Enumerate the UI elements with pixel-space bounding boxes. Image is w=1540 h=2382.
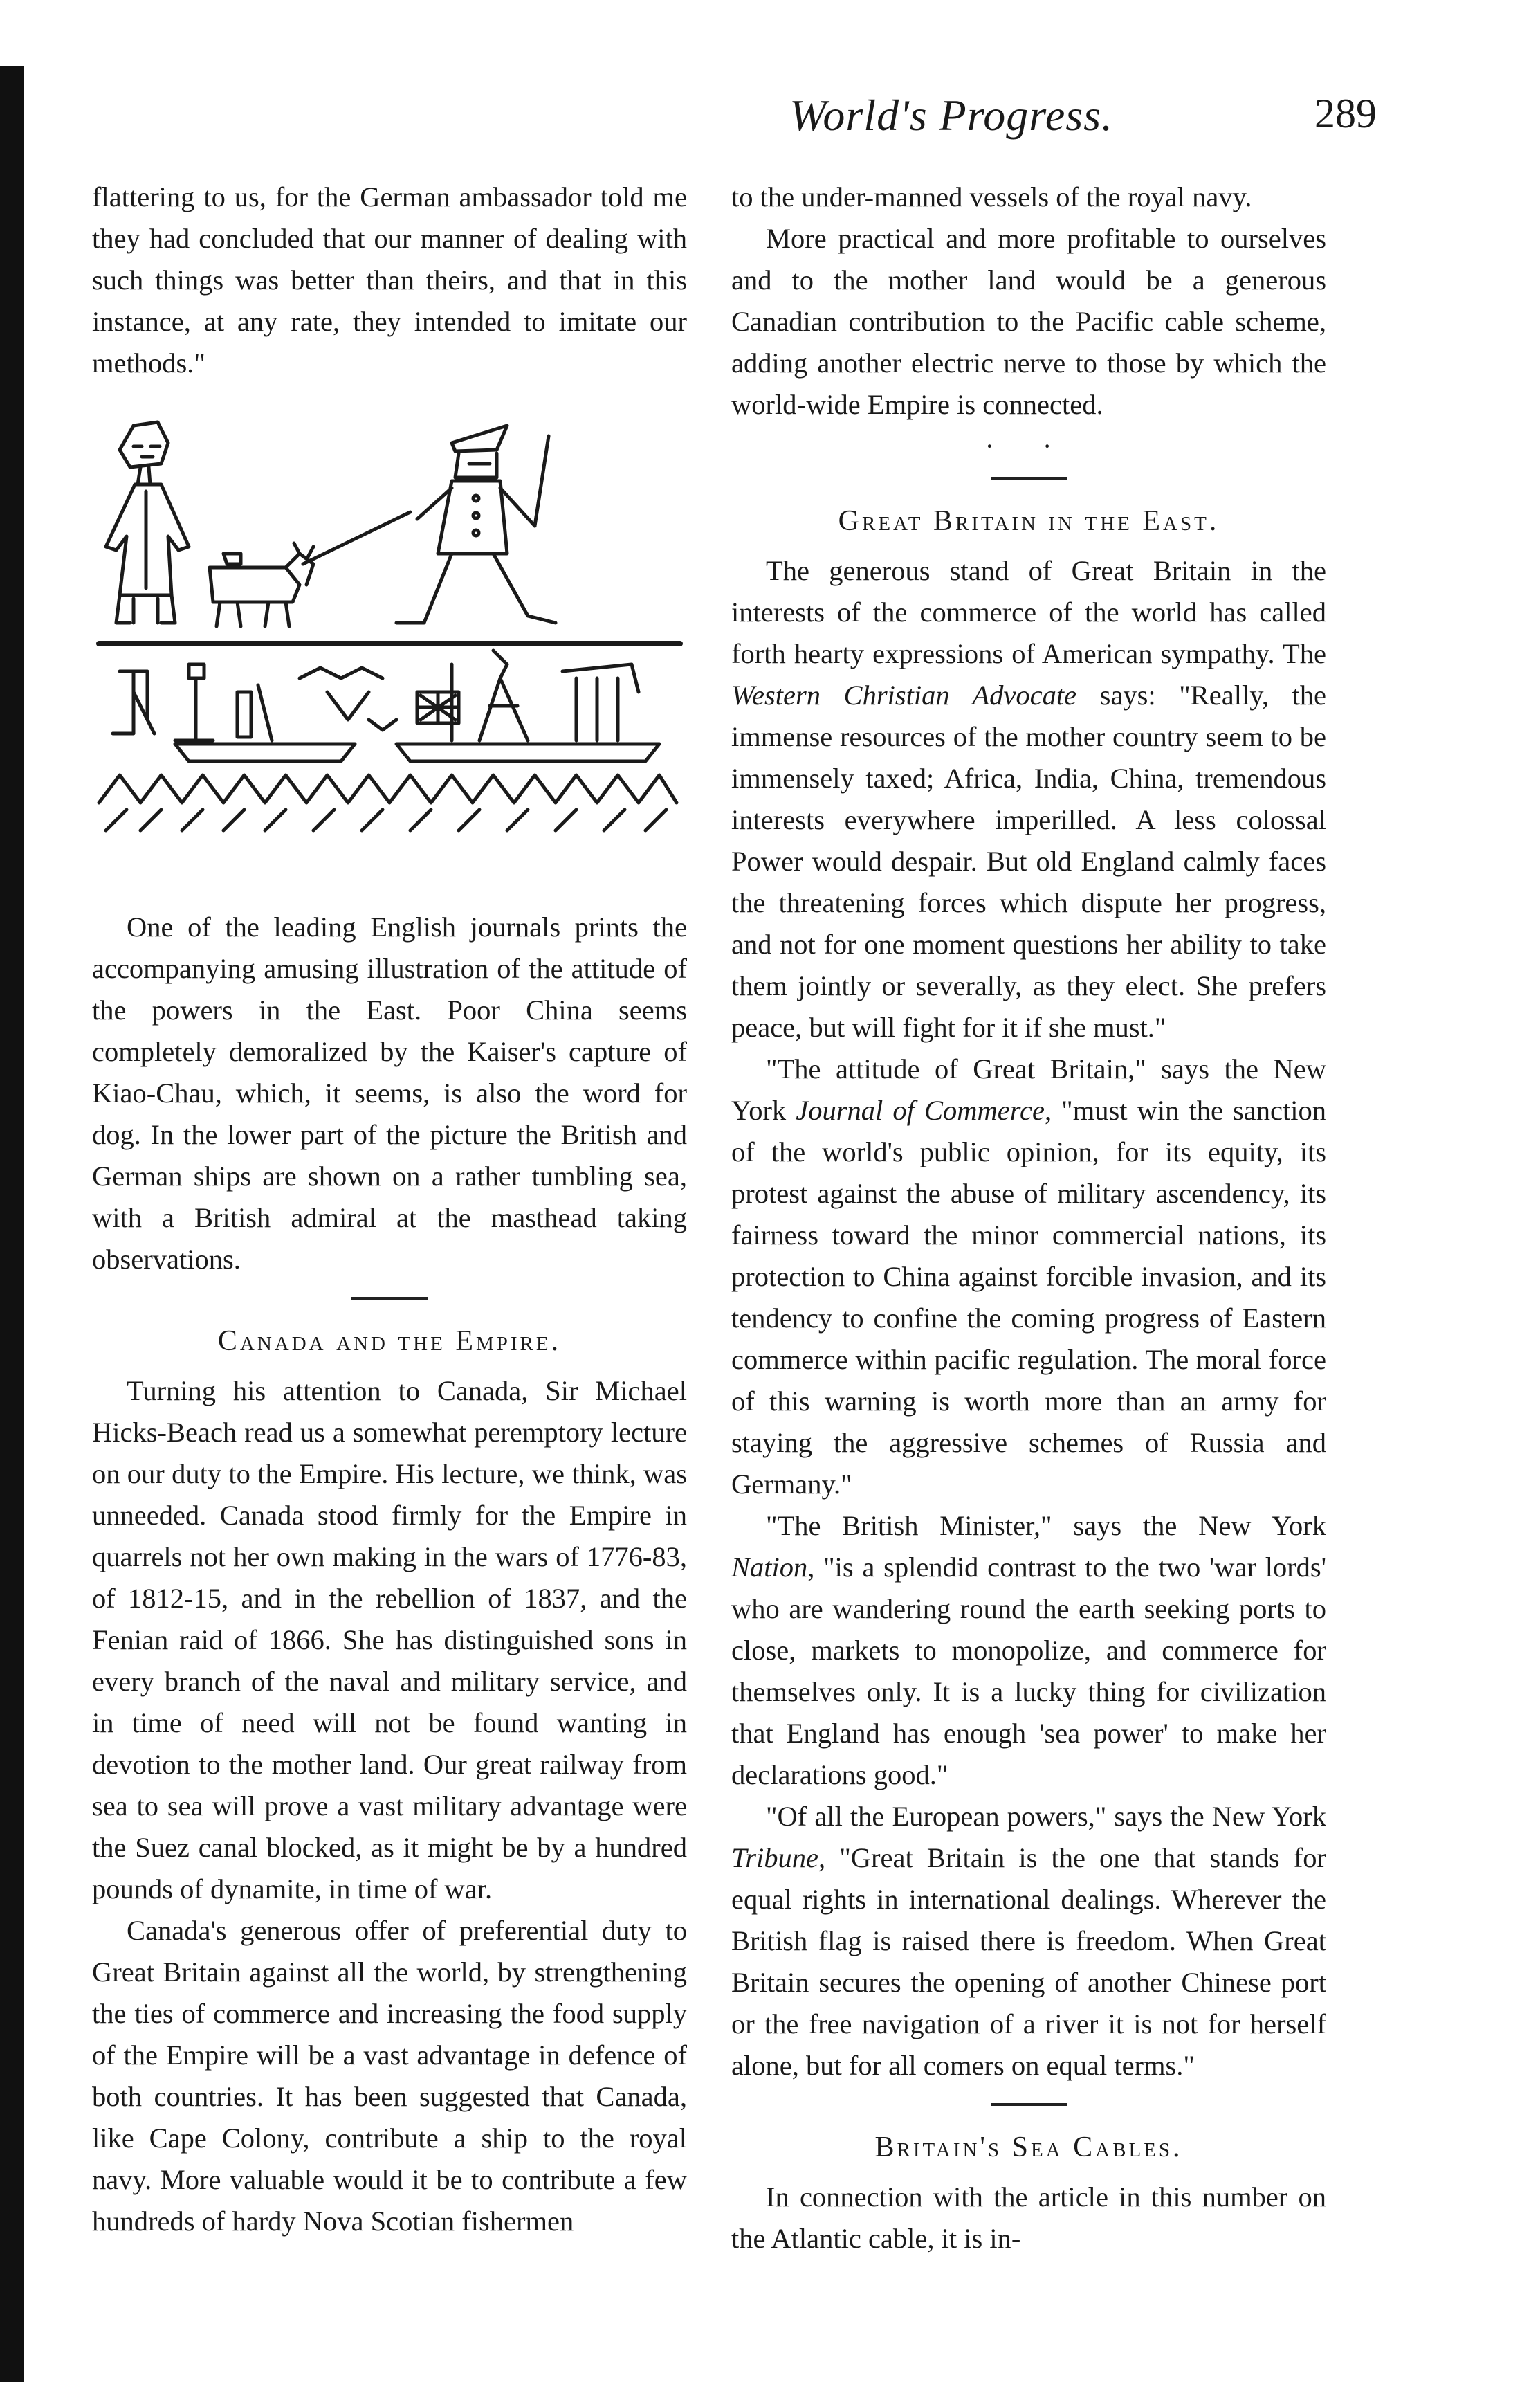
ornament-dots: · · [984, 430, 1073, 462]
german-officer-figure [396, 426, 556, 623]
text-run: , "Great Britain is the one that stands for equal rights in international dealings. Wherever the British flag is raised there is freedom. When Great Britain secures the opening of another Chinese port or the free navigation of a river it is not for herself alone, but for all comers on equal terms." [731, 1842, 1326, 2081]
publication-title: Nation [731, 1552, 808, 1583]
section-divider [991, 477, 1067, 480]
text-run: The generous stand of Great Britain in the interests of the commerce of the world has called forth hearty expressions of American sympathy. The [731, 555, 1326, 669]
right-paragraph-4 [731, 1048, 1326, 1505]
dog-figure [210, 543, 313, 626]
cartoon-illustration [92, 415, 687, 879]
china-figure [106, 422, 189, 623]
right-paragraph-6 [731, 1796, 1326, 2086]
right-paragraph-7: In connection with the article in this number on the Atlantic cable, it is in- [731, 2181, 1326, 2254]
waves [99, 775, 677, 830]
heading-britains-sea-cables: Britain's Sea Cables. [874, 2131, 1183, 2163]
text-run: , "must win the sanction of the world's public opinion, for its equity, its protest against the abuse of military ascendency, its fairness toward the minor commercial nations, its protection to China against forcible invasion, and its tendency to confine the coming progress of Eastern commerce within pacific regulation. The moral force of this warning is worth more than an army for staying the aggressive schemes of Russia and Germany." [731, 1095, 1326, 1500]
text-run: "Of all the European powers," says the New York [766, 1801, 1326, 1832]
right-paragraph-5 [731, 1505, 1326, 1796]
left-paragraph-1: flattering to us, for the German ambassador told me they had concluded that our manner of dealing with such things was better than theirs, and that in this instance, at any rate, they intended to imitate our methods." [92, 181, 687, 379]
publication-title: Tribune [731, 1842, 819, 1873]
running-title: World's Progress. [789, 91, 1114, 140]
page-number: 289 [1314, 91, 1377, 136]
right-paragraph-1: to the under-manned vessels of the royal navy. [731, 181, 1252, 212]
text-run: "The British Minister," says the New York [766, 1510, 1326, 1541]
sword [535, 436, 549, 526]
right-column [731, 176, 1326, 2260]
publication-title: Journal of Commerce [796, 1095, 1045, 1126]
section-divider [991, 2103, 1067, 2106]
right-paragraph-2: More practical and more profitable to ourselves and to the mother land would be a generous Canadian contribution to the Pacific cable scheme, adding another electric nerve to those by which the world-wide Empire is connected. [731, 223, 1326, 420]
text-run: says: "Really, the immense resources of the mother country seem to be immensely taxed; Africa, India, China, tremendous interests everywhere imperilled. A less colossal Power would despair. But old England calmly faces the threatening forces which dispute her progress, and not for one moment questions her ability to take them jointly or severally, as they elect. She prefers peace, but will fight for it if she must." [731, 680, 1326, 1043]
section-divider [351, 1297, 428, 1300]
heading-canada-and-the-empire: Canada and the Empire. [217, 1325, 562, 1357]
text-run: "The attitude of Great Britain," says the New York [731, 1053, 1326, 1126]
left-column [92, 176, 687, 2242]
left-paragraph-4: Canada's generous offer of preferential duty to Great Britain against all the world, by strengthening the ties of commerce and increasing the food supply of the Empire will be a vast advantage in defence of both countries. It has been suggested that Canada, like Cape Colony, contribute a ship to the royal navy. More valuable would it be to contribute a few hundreds of hardy Nova Scotian fishermen [92, 1915, 687, 2237]
left-paragraph-2: One of the leading English journals prints the accompanying amusing illustration of the attitude of the powers in the East. Poor China seems completely demoralized by the Kaiser's capture of Kiao-Chau, which, it seems, is also the word for dog. In the lower part of the picture the British and German ships are shown on a rather tumbling sea, with a British admiral at the masthead taking observations. [92, 911, 687, 1275]
publication-title: Western Christian Advocate [731, 680, 1077, 711]
left-paragraph-3: Turning his attention to Canada, Sir Michael Hicks-Beach read us a somewhat peremptory lecture on our duty to the Empire. His lecture, we think, was unneeded. Canada stood firmly for the Empire in quarrels not her own making in the wars of 1776-83, of 1812-15, and in the rebellion of 1837, and the Fenian raid of 1866. She has distinguished sons in every branch of the naval and military service, and in time of need will not be found wanting in devotion to the mother land. Our great railway from sea to sea will prove a vast military advantage were the Suez canal blocked, as it might be by a hundred pounds of dynamite, in time of war. [92, 1375, 687, 1904]
ships-scene [113, 651, 659, 761]
text-run: , "is a splendid contrast to the two 'war lords' who are wandering round the earth seeking ports to close, markets to monopolize, and commerce for themselves only. It is a lucky thing for civilization that England has enough 'sea power' to make her declarations good." [731, 1552, 1326, 1790]
right-paragraph-3 [731, 550, 1326, 1048]
leash [303, 512, 410, 564]
cartoon-drawing [92, 415, 687, 879]
heading-great-britain-in-the-east: Great Britain in the East. [838, 505, 1220, 537]
scan-edge-shadow [0, 66, 24, 2382]
